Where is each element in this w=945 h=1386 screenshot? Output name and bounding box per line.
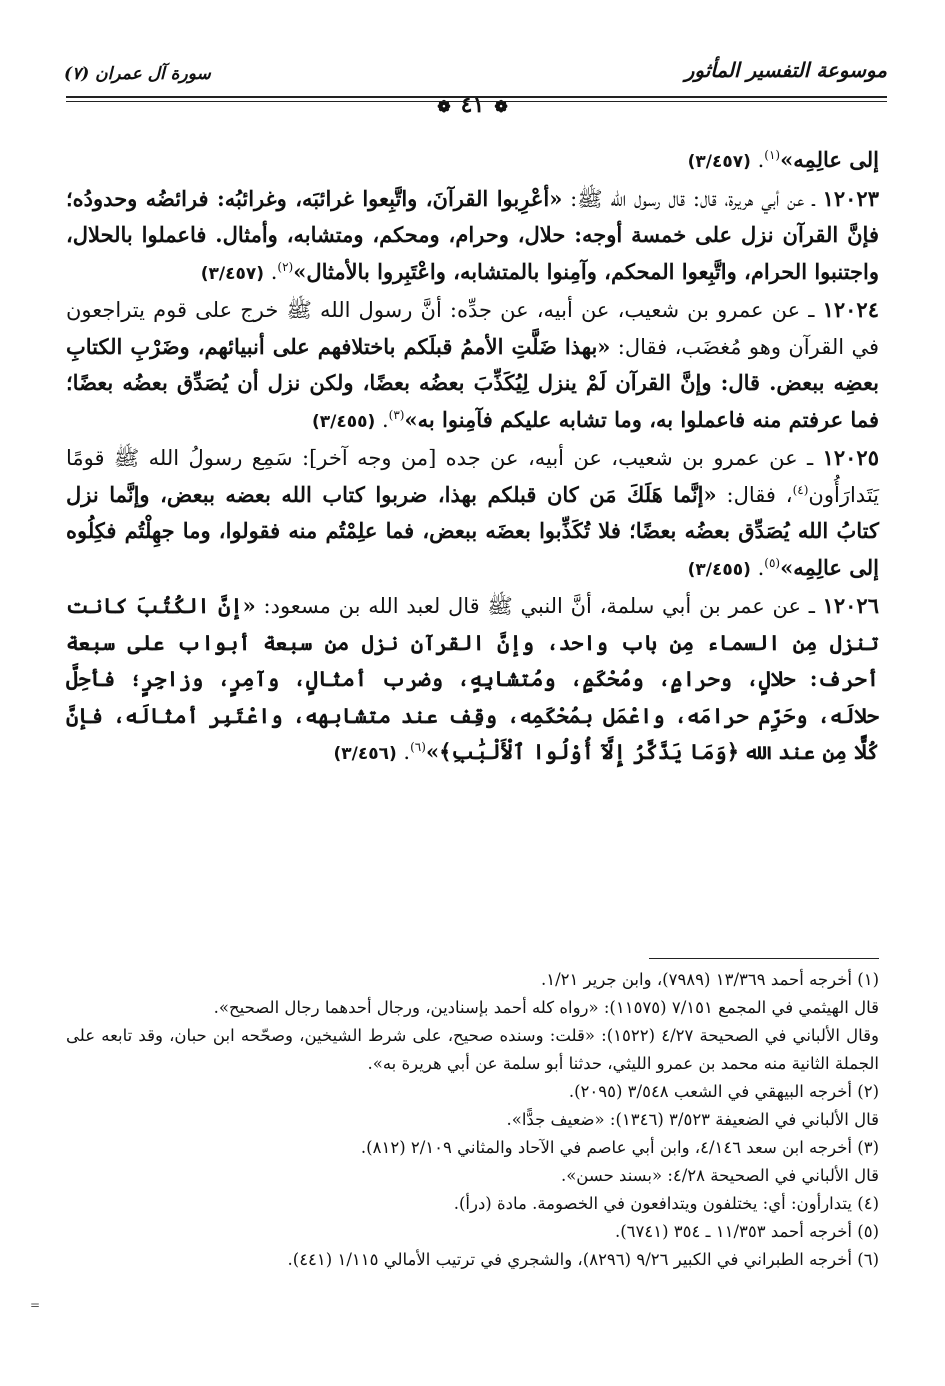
- paragraph: ١٢٠٢٥ ـ عن عمرو بن شعيب، عن أبيه، عن جده [من وجه آخر]: سَمِع رسولُ الله ﷺ قومًا يَتَدارَأُون$^{(٤)}$، فقال: «إنَّما هَلَكَ مَن كان قبلكم بهذا، ضربوا كتاب الله بعضه ببعض، وإنَّما نزل كتابُ الله يُصَدِّق بعضُه بعضًا؛ فلا تُكَذِّبوا بعضَه ببعض، فما علِمْتُم منه فقولوا، وما جهِلْتُم فكِلُوه إلى عالِمِه»$^{(٥)}$. (٣/٤٥٥): [66, 445, 879, 580]
- paragraph: ١٢٠٢٣ ـ عن أبي هريرة، قال: قال رسول الله ﷺ: «أعْرِبوا القرآنَ، واتَّبِعوا غرائبَه، وغرائبُه: فرائضُه وحدودُه؛ فإنَّ القرآن نزل على خمسة أوجه: حلال، وحرام، ومحكم، ومتشابه، وأمثال. فاعملوا بالحلال، واجتنبوا الحرام، واتَّبِعوا المحكم، وآمِنوا بالمتشابه، واعْتَبِروا بالأمثال»$^{(٢)}$. (٣/٤٥٧): [66, 185, 879, 284]
- footnote-line: (٣) أخرجه ابن سعد ٤/١٤٦، وابن أبي عاصم في الآحاد والمثاني ٢/١٠٩ (٨١٢).: [360, 1138, 879, 1157]
- page-number: ٤١: [460, 92, 485, 118]
- paragraph: ١٢٠٢٦ ـ عن عمر بن أبي سلمة، أنَّ النبي ﷺ قال لعبد الله بن مسعود: «إنَّ الكُتُبَ كانت تنزل مِن السماء مِن باب واحد، وإنَّ القرآن نزل من سبعة أبواب على سبعة أحرف: حلالٍ، وحرامٍ، ومُحْكَمٍ، ومُتشابِهٍ، وضرب أمثالٍ، وآمِرٍ، وزاجِرٍ؛ فأحِلَّ حلالَه، وحَرِّم حرامَه، واعْمَل بمُحْكَمِه، وقِف عند متشابهه، واعْتَبِر أمثالَه، فإنَّ كُلًّا مِن عند الله ﴿وَمَا يَذَّكَّرُ إِلَّآ أُوْلُوا ٱلْأَلْبَٰبِ﴾»$^{(٦)}$. (٣/٤٥٦): [66, 593, 879, 764]
- ornament-icon: ❁: [437, 97, 451, 116]
- footnote-line: وقال الألباني في الصحيحة ٤/٢٧ (١٥٢٢): «قلت: وسنده صحيح، على شرط الشيخين، وصحّحه ابن حبان، وقد تابعه على الجملة الثانية منه محمد بن عمرو الليثي، حدثنا أبو سلمة عن أبي هريرة به».: [66, 1026, 879, 1073]
- footnote-line: (٢) أخرجه البيهقي في الشعب ٣/٥٤٨ (٢٠٩٥).: [568, 1082, 879, 1101]
- paragraph: ١٢٠٢٤ ـ عن عمرو بن شعيب، عن أبيه، عن جدِّه: أنَّ رسول الله ﷺ خرج على قوم يتراجعون في القرآن وهو مُغضَب، فقال: «بهذا ضَلَّتِ الأممُ قبلَكم باختلافهم على أنبيائهم، وضَرْبِ الكتابِ بعضِه ببعض. قال: وإنَّ القرآن لَمْ ينزل لِيُكَذِّبَ بعضُه بعضًا، ولكن نزل أن يُصَدِّق بعضُه بعضًا؛ فما عرفتم منه فاعملوا به، وما تشابه عليكم فآمِنوا به»$^{(٣)}$. (٣/٤٥٥): [66, 297, 879, 432]
- header-rule-thin: [66, 101, 887, 102]
- main-text: [66, 142, 879, 773]
- surah-title: سورة آل عمران (٧): [64, 64, 211, 84]
- footnotes: [66, 966, 879, 1274]
- footnote-line: (٦) أخرجه الطبراني في الكبير ٩/٢٦ (٨٢٩٦)، والشجري في ترتيب الأمالي ١/١١٥ (٤٤١).: [287, 1250, 879, 1269]
- footnote-line: قال الألباني في الصحيحة ٤/٢٨: «بسند حسن».: [560, 1166, 879, 1185]
- book-title: موسوعة التفسير المأثور: [684, 58, 887, 82]
- header-rule: [66, 96, 887, 98]
- footnote-line: (١) أخرجه أحمد ١٣/٣٦٩ (٧٩٨٩)، وابن جرير ١/٢١.: [540, 970, 879, 989]
- footnote-separator: [649, 958, 879, 959]
- footnote-line: قال الألباني في الضعيفة ٣/٥٢٣ (١٣٤٦): «ضعيف جدًّا».: [506, 1110, 879, 1129]
- footnote-line: قال الهيثمي في المجمع ٧/١٥١ (١١٥٧٥): «رواه كله أحمد بإسنادين، ورجال أحدهما رجال الصحيح».: [213, 998, 879, 1017]
- footnote-line: (٤) يتدارأون: أي: يختلفون ويتدافعون في الخصومة. مادة (درأ).: [453, 1194, 879, 1213]
- ornament-icon: ❁: [494, 97, 508, 116]
- margin-mark: =: [30, 1298, 41, 1312]
- paragraph: إلى عالِمِه»$^{(١)}$. (٣/٤٥٧): [687, 147, 879, 172]
- footnote-line: (٥) أخرجه أحمد ١١/٣٥٣ ـ ٣٥٤ (٦٧٤١).: [614, 1222, 879, 1241]
